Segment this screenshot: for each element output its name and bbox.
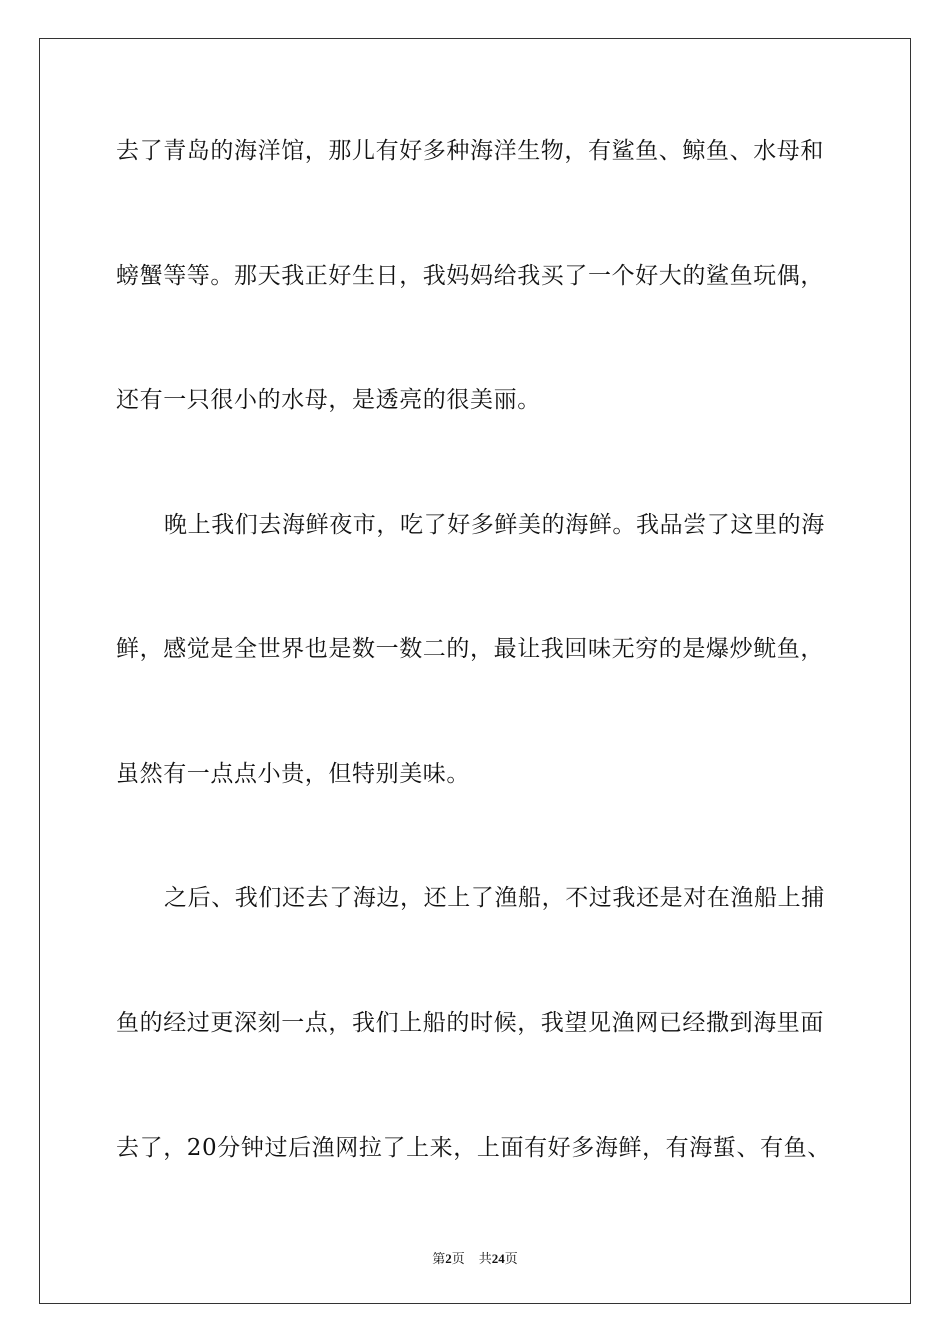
total-pages: 24 <box>491 1251 505 1266</box>
text-line-3: 还有一只很小的水母，是透亮的很美丽。 <box>116 387 541 413</box>
text-line-5: 鲜，感觉是全世界也是数一数二的，最让我回味无穷的是爆炒鱿鱼， <box>116 636 824 662</box>
text-line-1: 去了青岛的海洋馆，那儿有好多种海洋生物，有鲨鱼、鲸鱼、水母和 <box>116 138 824 164</box>
page-footer <box>0 1248 950 1267</box>
text-line-7: 之后、我们还去了海边，还上了渔船，不过我还是对在渔船上捕 <box>164 885 825 911</box>
text-line-2: 螃蟹等等。那天我正好生日，我妈妈给我买了一个好大的鲨鱼玩偶， <box>116 263 824 289</box>
page-suffix: 页 <box>451 1252 465 1267</box>
total-prefix: 共 <box>478 1252 492 1267</box>
text-line-9: 去了，20分钟过后渔网拉了上来，上面有好多海鲜，有海蜇、有鱼、 <box>116 1135 831 1161</box>
text-line-4: 晚上我们去海鲜夜市，吃了好多鲜美的海鲜。我品尝了这里的海 <box>164 512 825 538</box>
page-number: 2 <box>445 1251 452 1266</box>
total-suffix: 页 <box>504 1252 518 1267</box>
page-prefix: 第 <box>432 1252 446 1267</box>
text-line-8: 鱼的经过更深刻一点，我们上船的时候，我望见渔网已经撒到海里面 <box>116 1010 824 1036</box>
page-border <box>39 38 911 1304</box>
text-line-6: 虽然有一点点小贵，但特别美味。 <box>116 761 470 787</box>
